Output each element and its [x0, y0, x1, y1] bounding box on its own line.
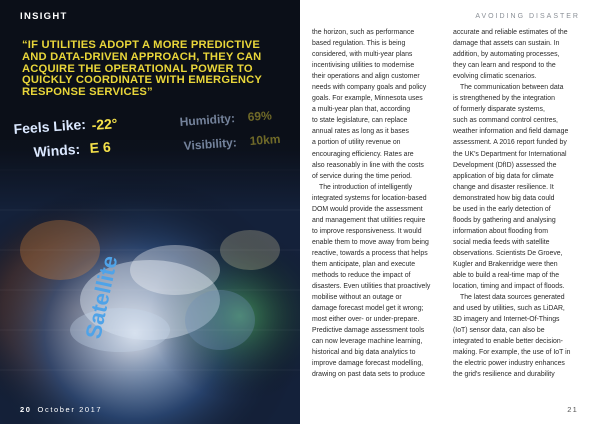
page-number-left: 20 [20, 405, 32, 414]
visibility-label: Visibility: [183, 135, 238, 153]
pull-quote: “IF UTILITIES ADOPT A MORE PREDICTIVE AND DATA-DRIVEN APPROACH, THEY CAN ACQUIRE THE OPERATIONAL POWER TO QUICKLY COORDINATE WITH EMERGENCY RESPONSE SERVICES” [22, 39, 262, 99]
article-line: annual rates as long as it bases [312, 128, 409, 136]
article-line: 3D imagery and Internet-Of-Things [453, 316, 560, 324]
satellite-label: Satellite [80, 253, 123, 342]
article-line: disasters. Even utilities that proactively [312, 283, 431, 291]
article-line: floods by gathering and analysing [453, 216, 556, 224]
article-line: also reasonably in line with the costs [312, 161, 424, 169]
article-line: them anticipate, plan and execute [312, 260, 416, 268]
article-line: information about flooding from [453, 227, 548, 235]
article-line: needs with company goals and policy [312, 84, 427, 92]
article-line: can now leverage machine learning, [312, 338, 423, 346]
section-label: INSIGHT [20, 11, 68, 22]
article-line: (IoT) sensor data, can also be [453, 327, 545, 335]
article-line: incentivising utilities to modernise [312, 62, 415, 70]
article-line: Kugler and Brakenridge were then [453, 260, 558, 268]
article-line: accurate and reliable estimates of the [453, 29, 568, 36]
section-header: AVOIDING DISASTER [475, 13, 580, 20]
page-number-right: 21 [567, 405, 578, 414]
article-line: weather information and field damage [453, 128, 569, 136]
article-line: evolving climatic scenarios. [453, 73, 537, 81]
article-line: is strengthened by the integration [453, 95, 555, 103]
article-line: of service during the time period. [312, 172, 412, 180]
article-line: goals. For example, Minnesota uses [312, 95, 423, 103]
article-line: most either over- or under-prepare. [312, 316, 420, 324]
visibility-value: 10km [249, 131, 281, 148]
winds-value: E 6 [89, 138, 112, 156]
article-line: damage forecast model get it wrong; [312, 305, 424, 313]
feels-like-value: -22° [91, 115, 118, 133]
article-line: The latest data sources generated [460, 294, 565, 302]
article-line: The communication between data [460, 84, 564, 92]
article-line: of formerly disparate systems, [453, 106, 545, 114]
folio-left [20, 405, 102, 414]
article-line: integrated systems for location-based [312, 194, 427, 202]
article-line: social media feeds with satellite [453, 238, 550, 246]
article-line: addition, by automating processes, [453, 51, 560, 59]
article-line: reactive, towards a process that helps [312, 249, 428, 257]
article-line: be used in the early detection of [453, 205, 551, 213]
article-line: and used by utilities, such as LiDAR, [453, 305, 565, 313]
article-line: improve damage forecast modelling, [312, 360, 424, 368]
article-line: demonstrated how big data could [453, 194, 555, 202]
article-line: able to build a real-time map of the [453, 272, 560, 280]
article-line: encouraging efficiency. Rates are [312, 150, 414, 158]
issue-date: October 2017 [37, 405, 103, 414]
article-line: DOM would provide the assessment [312, 205, 423, 213]
article-line: change and disaster resilience. It [453, 183, 554, 191]
article-line: application of big data for climate [453, 172, 554, 180]
humidity-label: Humidity: [179, 111, 236, 129]
article-line: the grid's resilience and durability [453, 371, 555, 379]
article-line: their operations and align customer [312, 73, 420, 81]
article-line: such as command control centres, [453, 117, 558, 125]
article-line: a portion of utility revenue on [312, 139, 401, 147]
article-line: considered, with multi-year plans [312, 51, 413, 59]
article-column-2 [453, 27, 583, 381]
article-line: integrated to enable better decision- [453, 338, 563, 346]
article-line: to state legislature, can replace [312, 117, 408, 125]
article-line: Development (DfID) assessed the [453, 161, 557, 169]
article-line: to improve responsiveness. It would [312, 227, 422, 235]
winds-label: Winds: [33, 140, 81, 160]
article-line: the UK's Department for International [453, 150, 567, 158]
article-line: making. For example, the use of IoT in [453, 349, 571, 357]
article-line: enable them to move away from being [312, 238, 429, 246]
article-line: drawing on past data sets to produce [312, 371, 426, 379]
article-line: The introduction of intelligently [319, 183, 413, 191]
article-line: observations. Scientists De Groeve, [453, 249, 563, 257]
article-line: assessment. A 2016 report funded by [453, 139, 567, 147]
article-line: and management that utilities require [312, 216, 426, 224]
article-line: damage that assets can sustain. In [453, 40, 560, 48]
feels-like-label: Feels Like: [13, 115, 87, 137]
article-line: they can learn and respond to the [453, 62, 556, 70]
humidity-value: 69% [247, 108, 273, 124]
article-line: the electric power industry enhances [453, 360, 565, 368]
article-line: methods to reduce the impact of [312, 272, 411, 280]
article-line: Predictive damage assessment tools [312, 327, 425, 335]
article-line: a multi-year plan that, according [312, 106, 411, 114]
article-column-1 [312, 27, 442, 381]
article-line: historical and big data analytics to [312, 349, 416, 357]
article-line: location, timing and impact of floods. [453, 283, 565, 291]
article-line: based regulation. This is being [312, 40, 406, 48]
article-line: mobilise without an outage or [312, 294, 402, 302]
article-line: the horizon, such as performance [312, 29, 415, 36]
